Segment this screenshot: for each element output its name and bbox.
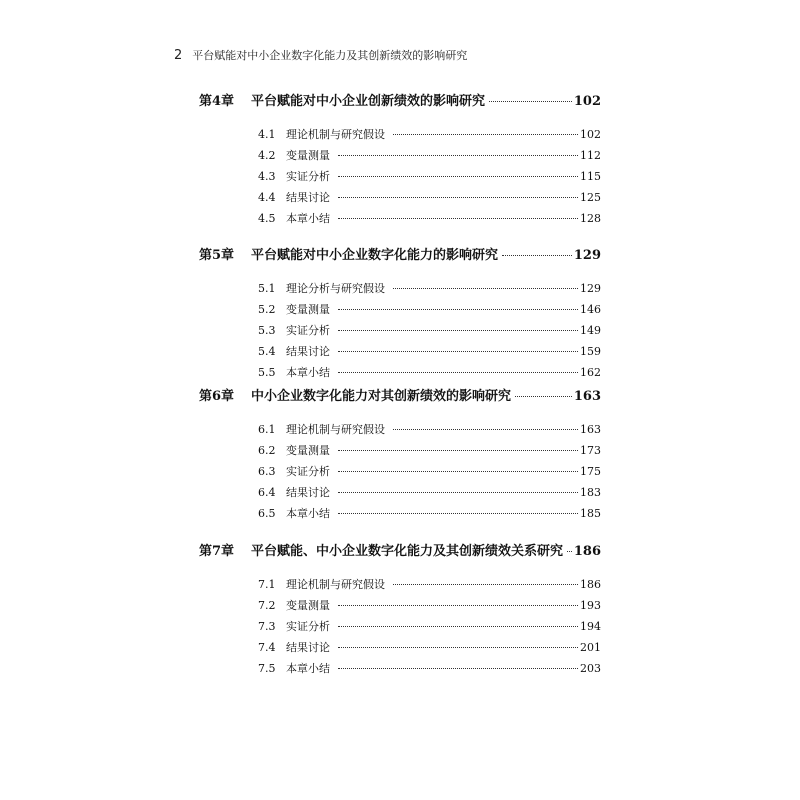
- header-running-title: 平台赋能对中小企业数字化能力及其创新绩效的影响研究: [192, 49, 468, 62]
- section-number: 4.3: [258, 170, 276, 183]
- section-page-number: 185: [580, 507, 601, 520]
- chapter-number: 第4章: [199, 94, 235, 109]
- section-page-number: 125: [580, 191, 601, 204]
- section-title: 理论机制与研究假设: [286, 423, 385, 436]
- section-title: 结果讨论: [286, 486, 330, 499]
- section-number: 6.3: [258, 465, 276, 478]
- section-title: 实证分析: [286, 620, 330, 633]
- chapter-number: 第7章: [199, 544, 235, 559]
- toc-section[interactable]: [258, 597, 601, 613]
- dot-leader: [338, 176, 578, 177]
- section-title: 理论分析与研究假设: [286, 282, 385, 295]
- dot-leader: [338, 626, 578, 627]
- toc-section[interactable]: [258, 421, 601, 437]
- dot-leader: [338, 309, 578, 310]
- section-number: 7.5: [258, 662, 276, 675]
- header-page-number: 2: [174, 48, 183, 63]
- section-number: 4.2: [258, 149, 276, 162]
- dot-leader: [393, 584, 578, 585]
- toc-section[interactable]: [258, 505, 601, 521]
- toc-section[interactable]: [258, 343, 601, 359]
- section-number: 5.5: [258, 366, 276, 379]
- section-number: 7.1: [258, 578, 276, 591]
- section-page-number: 115: [580, 170, 601, 183]
- section-page-number: 194: [580, 620, 601, 633]
- section-title: 结果讨论: [286, 345, 330, 358]
- section-page-number: 102: [580, 128, 601, 141]
- section-number: 5.1: [258, 282, 276, 295]
- chapter-page-number: 102: [573, 94, 601, 109]
- section-number: 6.5: [258, 507, 276, 520]
- section-title: 本章小结: [286, 212, 330, 225]
- section-page-number: 159: [580, 345, 601, 358]
- dot-leader: [393, 134, 578, 135]
- dot-leader: [338, 471, 578, 472]
- section-number: 7.3: [258, 620, 276, 633]
- section-page-number: 183: [580, 486, 601, 499]
- section-title: 本章小结: [286, 662, 330, 675]
- dot-leader: [515, 396, 572, 397]
- chapter-number: 第6章: [199, 389, 235, 404]
- dot-leader: [489, 101, 572, 102]
- toc-section[interactable]: [258, 442, 601, 458]
- toc-section[interactable]: [258, 126, 601, 142]
- toc-section[interactable]: [258, 322, 601, 338]
- section-page-number: 146: [580, 303, 601, 316]
- section-number: 6.1: [258, 423, 276, 436]
- section-page-number: 149: [580, 324, 601, 337]
- section-page-number: 201: [580, 641, 601, 654]
- section-number: 7.4: [258, 641, 276, 654]
- toc-section[interactable]: [258, 576, 601, 592]
- section-page-number: 186: [580, 578, 601, 591]
- dot-leader: [338, 218, 578, 219]
- section-number: 6.4: [258, 486, 276, 499]
- dot-leader: [338, 197, 578, 198]
- chapter-page-number: 129: [573, 248, 601, 263]
- dot-leader: [338, 155, 578, 156]
- dot-leader: [338, 372, 578, 373]
- dot-leader: [393, 288, 578, 289]
- toc-section[interactable]: [258, 168, 601, 184]
- dot-leader: [393, 429, 578, 430]
- section-page-number: 129: [580, 282, 601, 295]
- chapter-title: 平台赋能对中小企业数字化能力的影响研究: [251, 248, 499, 263]
- toc-chapter[interactable]: [199, 540, 601, 559]
- section-number: 5.4: [258, 345, 276, 358]
- section-title: 实证分析: [286, 465, 330, 478]
- toc-section[interactable]: [258, 618, 601, 634]
- toc-chapter[interactable]: [199, 90, 601, 109]
- section-page-number: 163: [580, 423, 601, 436]
- section-page-number: 162: [580, 366, 601, 379]
- section-title: 理论机制与研究假设: [286, 578, 385, 591]
- toc-section[interactable]: [258, 484, 601, 500]
- chapter-title: 平台赋能、中小企业数字化能力及其创新绩效关系研究: [251, 544, 564, 559]
- section-page-number: 112: [580, 149, 601, 162]
- toc-section[interactable]: [258, 301, 601, 317]
- toc-section[interactable]: [258, 463, 601, 479]
- section-title: 变量测量: [286, 303, 330, 316]
- section-title: 理论机制与研究假设: [286, 128, 385, 141]
- toc-section[interactable]: [258, 147, 601, 163]
- section-page-number: 193: [580, 599, 601, 612]
- section-title: 实证分析: [286, 170, 330, 183]
- section-title: 变量测量: [286, 444, 330, 457]
- section-number: 6.2: [258, 444, 276, 457]
- dot-leader: [502, 255, 572, 256]
- toc-section[interactable]: [258, 210, 601, 226]
- chapter-page-number: 163: [573, 389, 601, 404]
- dot-leader: [338, 668, 578, 669]
- section-page-number: 175: [580, 465, 601, 478]
- chapter-page-number: 186: [573, 544, 601, 559]
- section-page-number: 173: [580, 444, 601, 457]
- chapter-title: 中小企业数字化能力对其创新绩效的影响研究: [251, 389, 512, 404]
- dot-leader: [338, 513, 578, 514]
- section-number: 7.2: [258, 599, 276, 612]
- dot-leader: [338, 647, 578, 648]
- section-number: 4.4: [258, 191, 276, 204]
- section-title: 结果讨论: [286, 191, 330, 204]
- dot-leader: [338, 330, 578, 331]
- toc-chapter[interactable]: [199, 244, 601, 263]
- toc-section[interactable]: [258, 364, 601, 380]
- section-title: 变量测量: [286, 599, 330, 612]
- dot-leader: [338, 605, 578, 606]
- section-number: 4.5: [258, 212, 276, 225]
- toc-section[interactable]: [258, 280, 601, 296]
- dot-leader: [338, 492, 578, 493]
- section-page-number: 203: [580, 662, 601, 675]
- section-page-number: 128: [580, 212, 601, 225]
- section-number: 5.2: [258, 303, 276, 316]
- section-number: 4.1: [258, 128, 276, 141]
- section-title: 本章小结: [286, 507, 330, 520]
- section-title: 实证分析: [286, 324, 330, 337]
- chapter-title: 平台赋能对中小企业创新绩效的影响研究: [251, 94, 486, 109]
- section-number: 5.3: [258, 324, 276, 337]
- toc-section[interactable]: [258, 660, 601, 676]
- section-title: 本章小结: [286, 366, 330, 379]
- dot-leader: [338, 450, 578, 451]
- dot-leader: [338, 351, 578, 352]
- toc-section[interactable]: [258, 639, 601, 655]
- chapter-number: 第5章: [199, 248, 235, 263]
- toc-chapter[interactable]: [199, 385, 601, 404]
- dot-leader: [567, 551, 572, 552]
- toc-section[interactable]: [258, 189, 601, 205]
- section-title: 结果讨论: [286, 641, 330, 654]
- section-title: 变量测量: [286, 149, 330, 162]
